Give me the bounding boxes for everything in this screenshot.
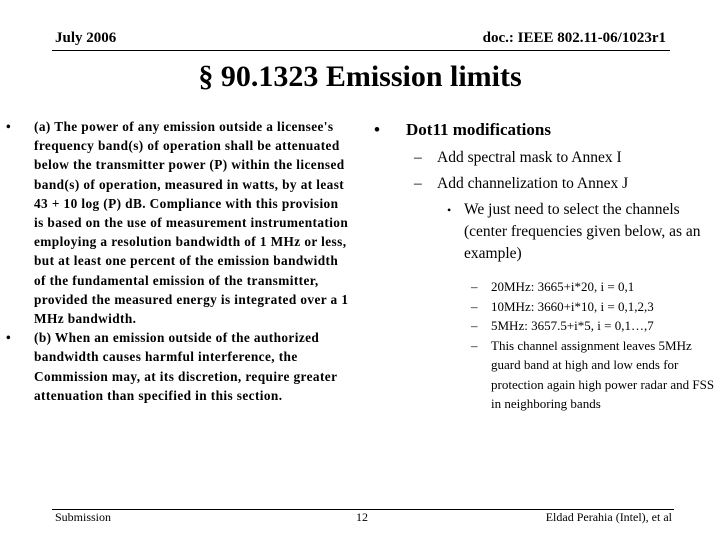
- channel-text: This channel assignment leaves 5MHz guard band at high and low ends for protection again high power radar and FSS in neighboring bands: [491, 337, 715, 411]
- rule-a-text: (a) The power of any emission outside a licensee's frequency band(s) of operation shall be attenuated below the transmitter power (P) within the licensed band(s) of operation, measured in watts, by at least 43 + 10 log (P) dB. Compliance with this provision is based on the use of measurement instrumentation employing a resolution bandwidth of 1 MHz or less, but at least one percent of the emission bandwidth of the fundamental emission of the transmitter, provided the measured energy is integrated over a 1 MHz bandwidth.: [34, 119, 349, 327]
- header-doc-id: doc.: IEEE 802.11-06/1023r1: [482, 30, 666, 46]
- dash-icon: –: [471, 279, 478, 294]
- rule-b: [6, 328, 351, 405]
- dash-icon: –: [471, 298, 478, 314]
- bullet-icon: •: [374, 120, 380, 139]
- channel-item: [374, 277, 720, 297]
- footer-author: Eldad Perahia (Intel), et al: [545, 510, 672, 524]
- page-number: 12: [356, 510, 368, 524]
- sub-item: [374, 171, 720, 197]
- note-item: [374, 199, 720, 265]
- left-column: [6, 117, 351, 405]
- channel-text: 20MHz: 3665+i*20, i = 0,1: [491, 279, 635, 294]
- header-date: July 2006: [55, 30, 117, 46]
- sub-item: [374, 145, 720, 171]
- rule-b-text: (b) When an emission outside of the authorized bandwidth causes harmful interference, the Commission may, at its discretion, require greater attenuation than specified in this section.: [34, 330, 338, 403]
- dot11-heading-text: Dot11 modifications: [406, 120, 551, 139]
- rule-a: [6, 117, 351, 328]
- dot11-heading: [374, 118, 720, 142]
- sub-item-text: Add channelization to Annex J: [437, 175, 629, 192]
- dash-icon: –: [471, 337, 478, 353]
- bullet-icon: •: [447, 203, 452, 217]
- note-text: We just need to select the channels (center frequencies given below, as an example): [464, 201, 701, 262]
- bullet-icon: •: [6, 330, 12, 346]
- slide-title: § 90.1323 Emission limits: [198, 60, 522, 93]
- header-divider: [52, 50, 670, 51]
- right-column: [374, 118, 720, 414]
- dash-icon: –: [414, 149, 422, 166]
- channel-item: [374, 336, 720, 414]
- dash-icon: –: [414, 175, 422, 192]
- channel-text: 5MHz: 3657.5+i*5, i = 0,1…,7: [491, 318, 654, 333]
- channel-item: [374, 316, 720, 336]
- dash-icon: –: [471, 318, 478, 333]
- channel-item: [374, 297, 720, 317]
- bullet-icon: •: [6, 119, 12, 134]
- channel-text: 10MHz: 3660+i*10, i = 0,1,2,3: [491, 298, 654, 314]
- footer-submission: Submission: [55, 510, 112, 524]
- sub-item-text: Add spectral mask to Annex I: [437, 149, 622, 166]
